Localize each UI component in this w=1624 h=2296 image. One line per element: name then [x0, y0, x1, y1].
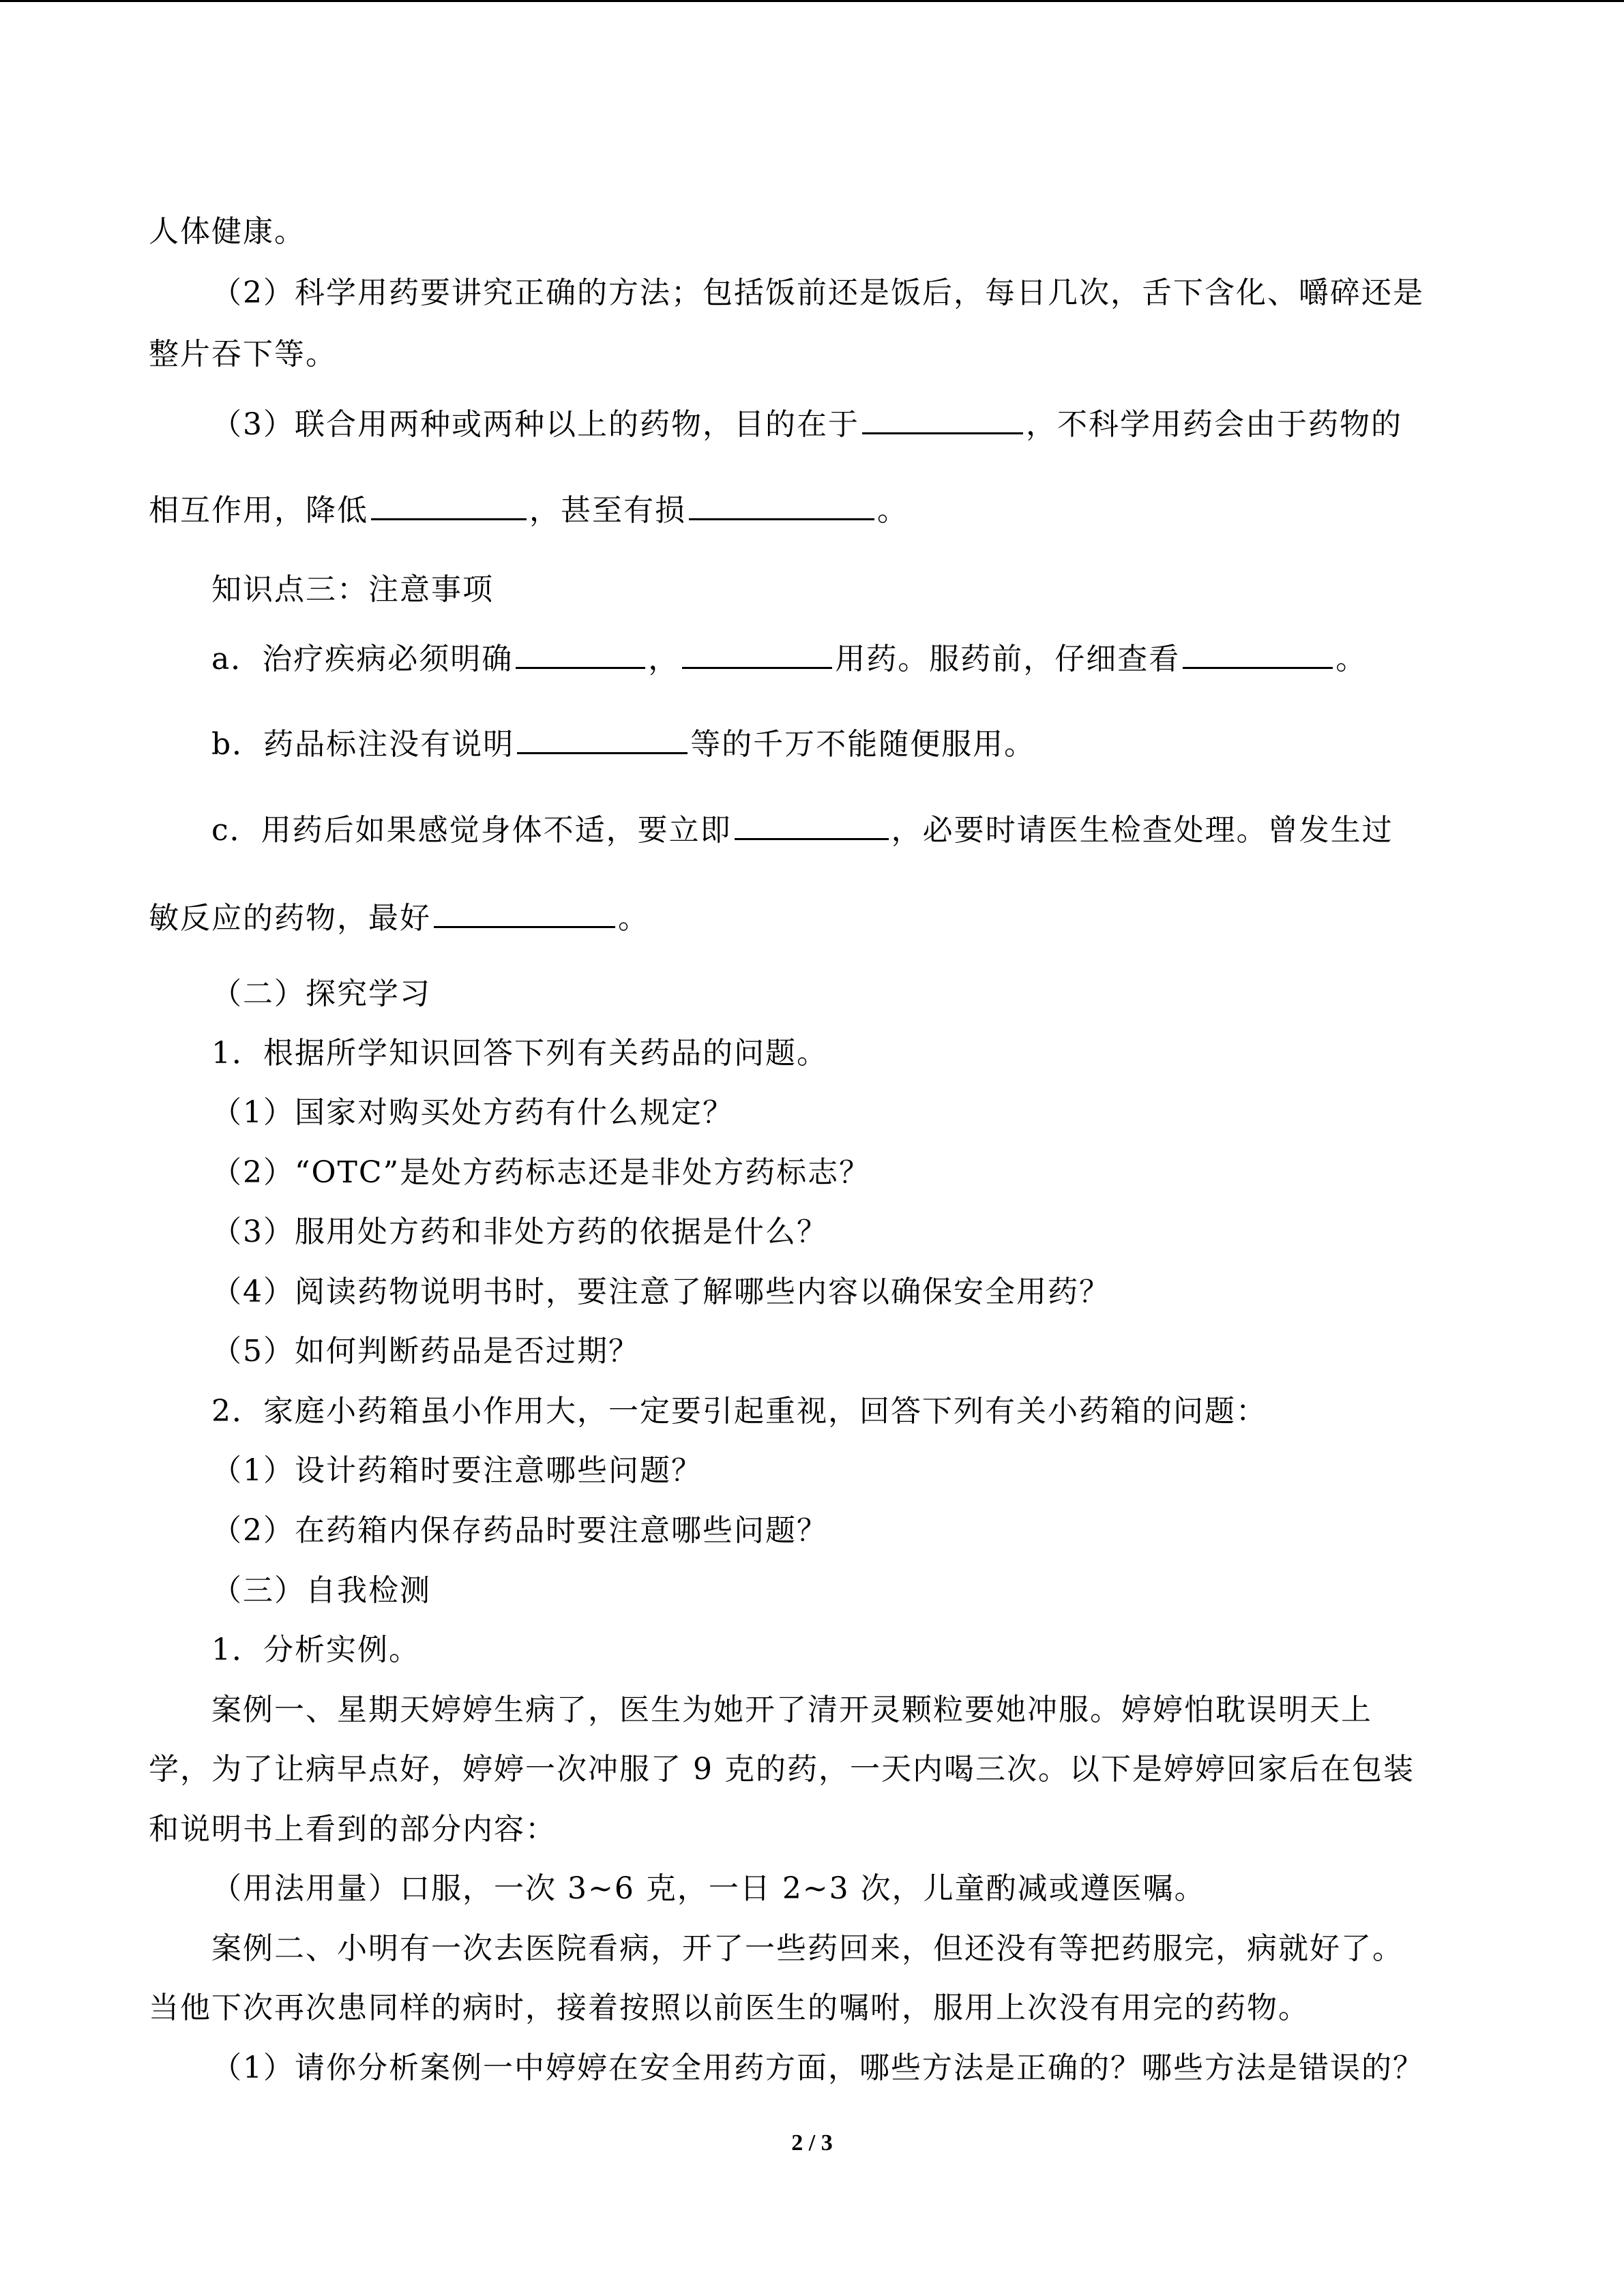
question-item: （1）请你分析案例一中婷婷在安全用药方面，哪些方法是正确的？哪些方法是错误的？ — [211, 2051, 1424, 2085]
top-border — [0, 0, 1624, 2]
fill-in-line — [211, 401, 1402, 445]
text-segment: 相互作用，降低 — [149, 493, 368, 528]
text-line: （用法用量）口服，一次 3~6 克，一日 2~3 次，儿童酌减或遵医嘱。 — [211, 1871, 1206, 1906]
question-item: （2）在药箱内保存药品时要注意哪些问题？ — [211, 1513, 828, 1548]
text-line: 和说明书上看到的部分内容： — [149, 1812, 557, 1847]
fill-in-line — [211, 721, 1035, 765]
question-item: （5）如何判断药品是否过期？ — [211, 1334, 640, 1369]
text-segment: 等的千万不能随便服用。 — [690, 727, 1036, 762]
text-segment: 敏反应的药物，最好 — [149, 901, 431, 936]
answer-blank[interactable] — [1183, 636, 1333, 669]
fill-in-line — [211, 636, 1367, 680]
answer-blank[interactable] — [517, 721, 688, 754]
text-segment: 用药。服药前，仔细查看 — [835, 642, 1181, 676]
answer-blank[interactable] — [735, 807, 889, 840]
answer-blank[interactable] — [434, 895, 615, 928]
text-segment: b．药品标注没有说明 — [211, 727, 515, 762]
answer-blank[interactable] — [862, 401, 1023, 434]
text-line: 学，为了让病早点好，婷婷一次冲服了 9 克的药，一天内喝三次。以下是婷婷回家后在包装 — [149, 1752, 1415, 1787]
text-line: 人体健康。 — [149, 214, 306, 249]
text-segment: （3）联合用两种或两种以上的药物，目的在于 — [211, 407, 859, 442]
text-line: 1．分析实例。 — [211, 1632, 420, 1667]
question-item: （2）“OTC”是处方药标志还是非处方药标志？ — [211, 1155, 871, 1190]
text-line: 整片吞下等。 — [149, 337, 337, 372]
text-line: 1．根据所学知识回答下列有关药品的问题。 — [211, 1036, 828, 1071]
text-segment: ，甚至有损 — [529, 493, 686, 528]
section-heading: 知识点三：注意事项 — [211, 572, 494, 607]
text-line: 2．家庭小药箱虽小作用大，一定要引起重视，回答下列有关小药箱的问题： — [211, 1394, 1267, 1429]
question-item: （4）阅读药物说明书时，要注意了解哪些内容以确保安全用药？ — [211, 1274, 1110, 1309]
fill-in-line — [149, 895, 649, 939]
section-heading: （三）自我检测 — [211, 1573, 431, 1608]
answer-blank[interactable] — [371, 487, 527, 520]
question-item: （1）设计药箱时要注意哪些问题？ — [211, 1453, 703, 1488]
text-segment: 。 — [877, 493, 909, 528]
answer-blank[interactable] — [689, 487, 874, 520]
question-item: （3）服用处方药和非处方药的依据是什么？ — [211, 1214, 828, 1249]
text-segment: c．用药后如果感觉身体不适，要立即 — [211, 813, 732, 848]
section-heading: （二）探究学习 — [211, 976, 431, 1011]
text-segment: 。 — [1335, 642, 1368, 676]
text-line: 案例二、小明有一次去医院看病，开了一些药回来，但还没有等把药服完，病就好了。 — [211, 1931, 1404, 1966]
answer-blank[interactable] — [682, 636, 832, 669]
question-item: （1）国家对购买处方药有什么规定？ — [211, 1095, 734, 1130]
text-line: （2）科学用药要讲究正确的方法；包括饭前还是饭后，每日几次，舌下含化、嚼碎还是 — [211, 275, 1424, 310]
fill-in-line — [149, 487, 909, 531]
text-line: 当他下次再次患同样的病时，接着按照以前医生的嘱咐，服用上次没有用完的药物。 — [149, 1991, 1310, 2025]
text-segment: 。 — [618, 901, 649, 936]
page-number: 2 / 3 — [791, 2130, 833, 2156]
text-segment: ，不科学用药会由于药物的 — [1026, 407, 1402, 442]
answer-blank[interactable] — [516, 636, 645, 669]
text-segment: ，必要时请医生检查处理。曾发生过 — [891, 813, 1393, 848]
text-line: 案例一、星期天婷婷生病了，医生为她开了清开灵颗粒要她冲服。婷婷怕耽误明天上 — [211, 1693, 1372, 1727]
fill-in-line — [211, 807, 1393, 851]
text-segment: ， — [648, 642, 680, 676]
text-segment: a．治疗疾病必须明确 — [211, 642, 514, 676]
